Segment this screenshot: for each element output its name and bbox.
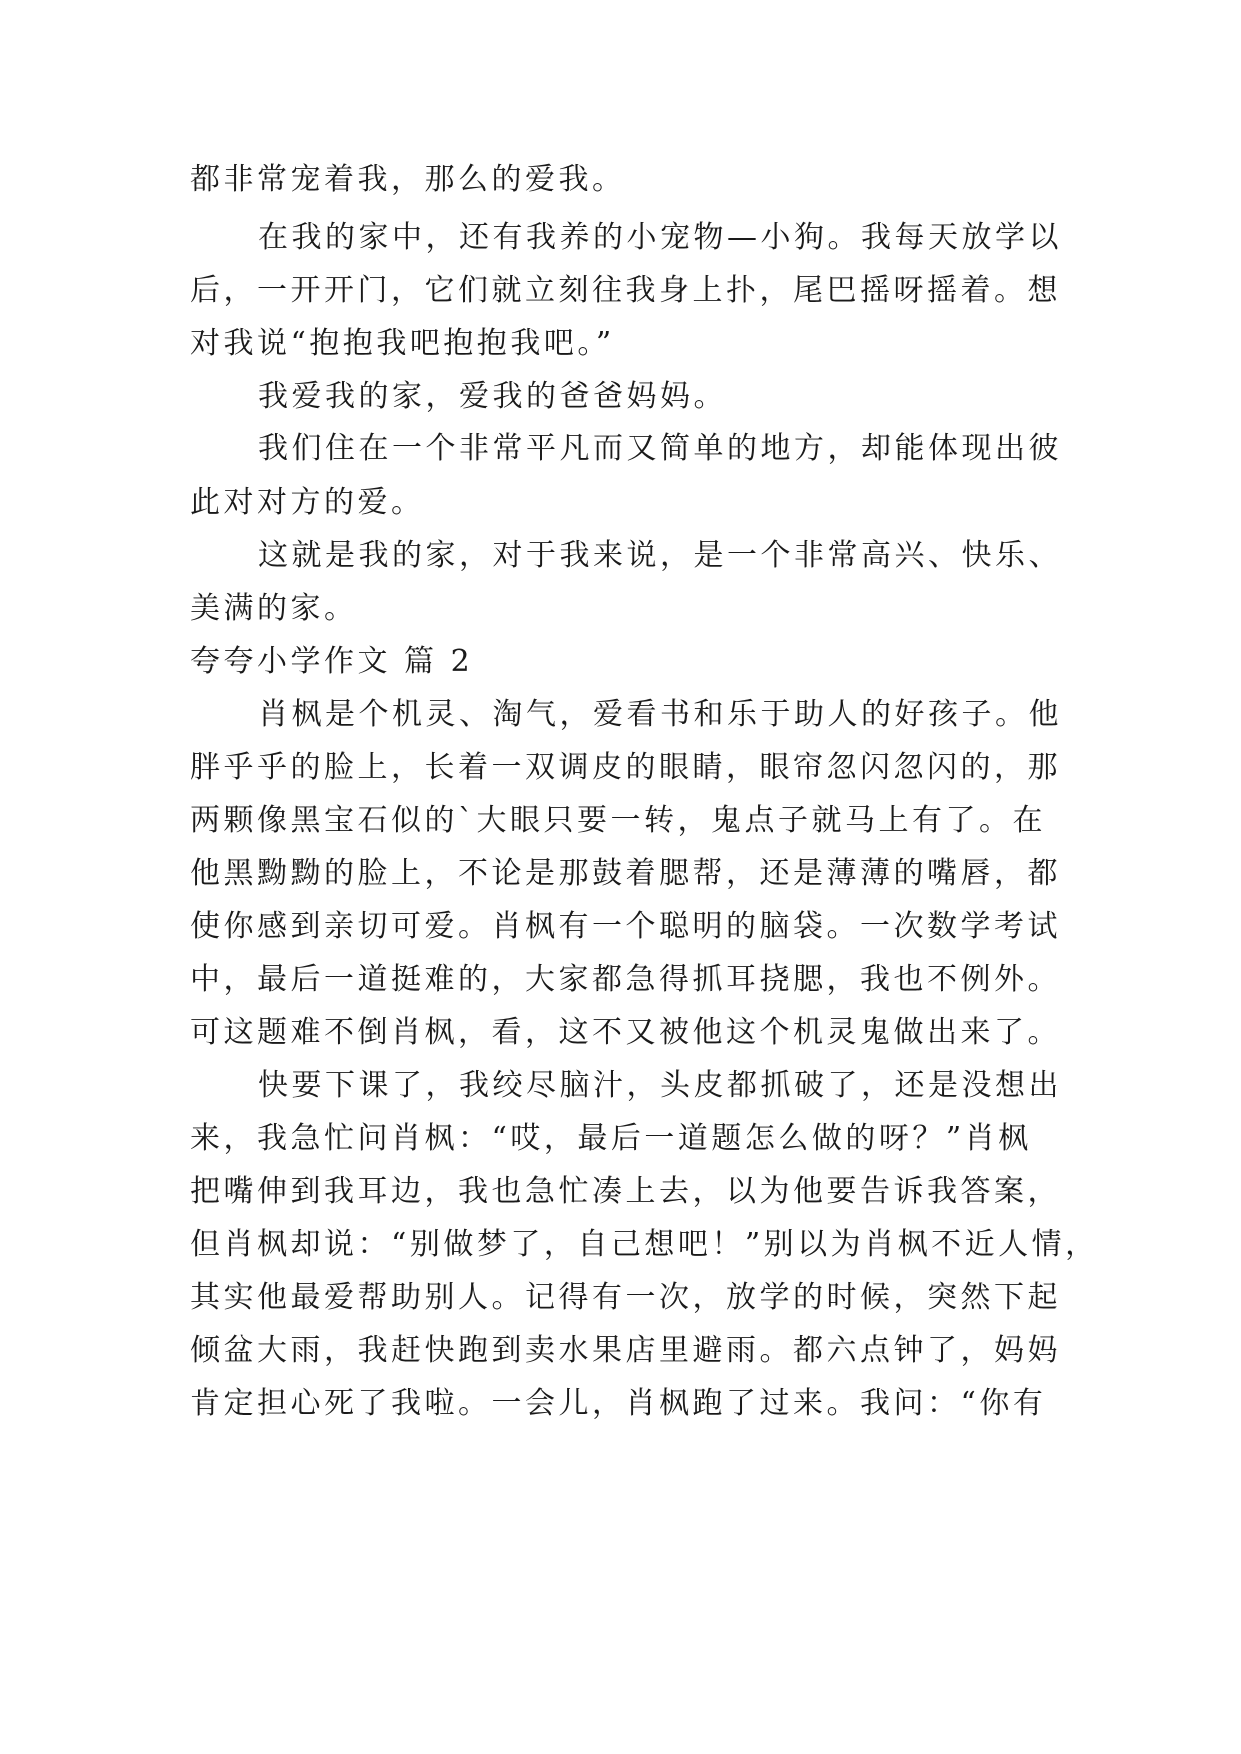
- paragraph-line: 肯定担心死了我啦。一会儿，肖枫跑了过来。我问：“你有: [190, 1386, 1047, 1421]
- paragraph-line: 倾盆大雨，我赶快跑到卖水果店里避雨。都六点钟了，妈妈: [190, 1333, 1061, 1368]
- paragraph-line: 此对对方的爱。: [190, 485, 425, 520]
- paragraph-line: 可这题难不倒肖枫，看，这不又被他这个机灵鬼做出来了。: [190, 1015, 1061, 1050]
- paragraph-line: 把嘴伸到我耳边，我也急忙凑上去，以为他要告诉我答案，: [190, 1174, 1061, 1209]
- paragraph-line: 这就是我的家，对于我来说，是一个非常高兴、快乐、: [258, 538, 1062, 573]
- paragraph-line: 胖乎乎的脸上，长着一双调皮的眼睛，眼帘忽闪忽闪的，那: [190, 750, 1061, 785]
- paragraph-line: 都非常宠着我，那么的爱我。: [190, 162, 626, 197]
- paragraph-line: 两颗像黑宝石似的`大眼只要一转，鬼点子就马上有了。在: [190, 803, 1046, 838]
- paragraph-line: 快要下课了，我绞尽脑汁，头皮都抓破了，还是没想出: [258, 1068, 1062, 1103]
- paragraph-line: 后，一开开门，它们就立刻往我身上扑，尾巴摇呀摇着。想: [190, 273, 1061, 308]
- paragraph-line: 中，最后一道挺难的，大家都急得抓耳挠腮，我也不例外。: [190, 962, 1061, 997]
- paragraph-line: 我爱我的家，爱我的爸爸妈妈。: [258, 379, 727, 414]
- paragraph-line: 使你感到亲切可爱。肖枫有一个聪明的脑袋。一次数学考试: [190, 909, 1061, 944]
- paragraph-line: 在我的家中，还有我养的小宠物—小狗。我每天放学以: [258, 220, 1062, 255]
- paragraph-line: 但肖枫却说：“别做梦了，自己想吧！”别以为肖枫不近人情，: [190, 1227, 1099, 1262]
- paragraph-line: 肖枫是个机灵、淘气，爱看书和乐于助人的好孩子。他: [258, 697, 1062, 732]
- paragraph-line: 他黑黝黝的脸上，不论是那鼓着腮帮，还是薄薄的嘴唇，都: [190, 856, 1061, 891]
- section-heading: 夸夸小学作文 篇 2: [190, 644, 474, 679]
- paragraph-line: 对我说“抱抱我吧抱抱我吧。”: [190, 326, 615, 361]
- paragraph-line: 我们住在一个非常平凡而又简单的地方，却能体现出彼: [258, 431, 1062, 466]
- paragraph-line: 来，我急忙问肖枫：“哎，最后一道题怎么做的呀？”肖枫: [190, 1121, 1032, 1156]
- paragraph-line: 其实他最爱帮助别人。记得有一次，放学的时候，突然下起: [190, 1280, 1061, 1315]
- paragraph-line: 美满的家。: [190, 591, 358, 626]
